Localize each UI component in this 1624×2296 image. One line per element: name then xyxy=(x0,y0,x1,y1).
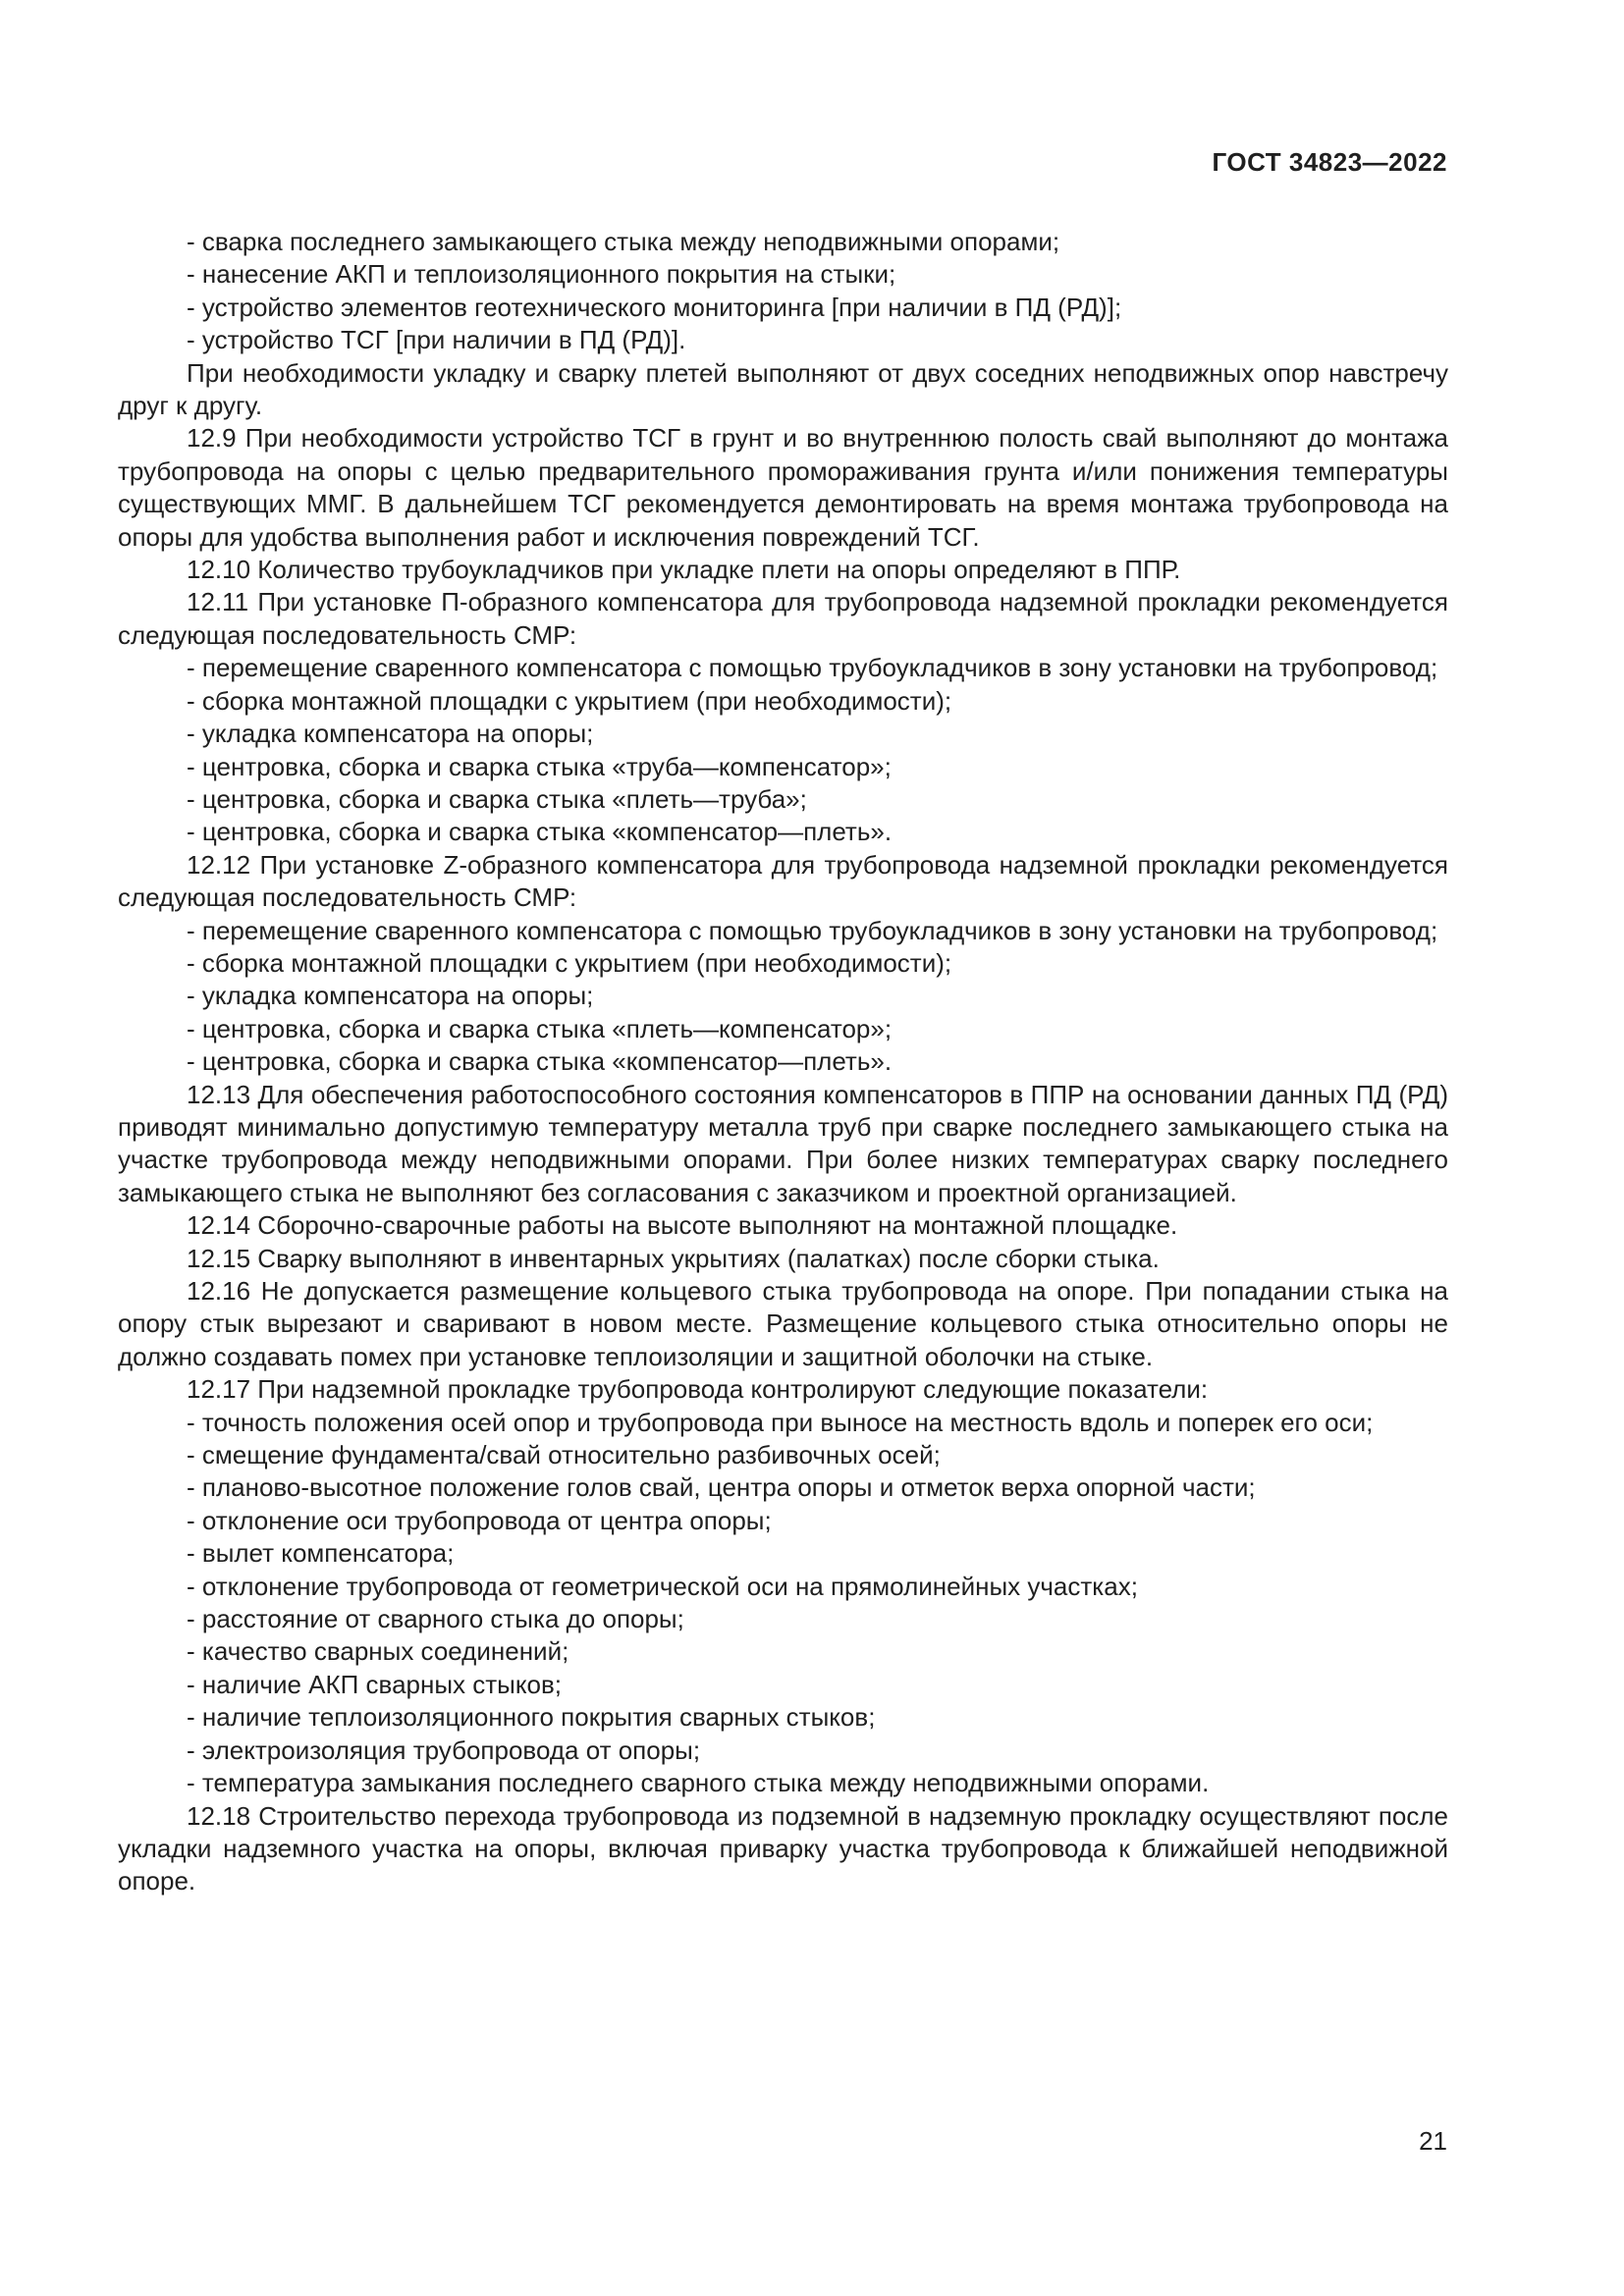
list-item: - наличие теплоизоляционного покрытия сварных стыков; xyxy=(187,1702,876,1733)
list-item: - отклонение оси трубопровода от центра опоры; xyxy=(187,1505,772,1535)
list-item: - устройство элементов геотехнического мониторинга [при наличии в ПД (РД)]; xyxy=(187,292,1122,322)
list-item: - точность положения осей опор и трубопровода при выносе на местность вдоль и поперек его оси; xyxy=(187,1407,1374,1437)
list-item: - перемещение сваренного компенсатора с помощью трубоукладчиков в зону установки на трубопровод; xyxy=(187,915,1438,945)
list-item: - центровка, сборка и сварка стыка «труба—компенсатор»; xyxy=(187,751,892,781)
page-number: 21 xyxy=(1419,2126,1447,2156)
list-item: - центровка, сборка и сварка стыка «компенсатор—плеть». xyxy=(187,817,893,847)
list-item: - укладка компенсатора на опоры; xyxy=(187,719,594,749)
list-item: - устройство ТСГ [при наличии в ПД (РД)]. xyxy=(187,325,686,355)
list-item: - планово-высотное положение голов свай, центра опоры и отметок верха опорной части; xyxy=(187,1472,1256,1503)
list-item: - сборка монтажной площадки с укрытием (при необходимости); xyxy=(187,947,952,978)
list-item: - отклонение трубопровода от геометрической оси на прямолинейных участках; xyxy=(187,1571,1138,1601)
list-item: - наличие АКП сварных стыков; xyxy=(187,1669,563,1699)
list-item: - центровка, сборка и сварка стыка «плеть—труба»; xyxy=(187,783,807,814)
list-item: - электроизоляция трубопровода от опоры; xyxy=(187,1735,701,1765)
document-body xyxy=(118,226,1448,1898)
list-item: - смещение фундамента/свай относительно разбивочных осей; xyxy=(187,1440,941,1470)
paragraph-12-15: 12.15 Сварку выполняют в инвентарных укрытиях (палатках) после сборки стыка. xyxy=(187,1243,1160,1273)
list-item: - нанесение АКП и теплоизоляционного покрытия на стыки; xyxy=(187,259,896,290)
list-item: - расстояние от сварного стыка до опоры; xyxy=(187,1604,684,1634)
paragraph-12-13: 12.13 Для обеспечения работоспособного состояния компенсаторов в ППР на основании данных ПД (РД) приводят минимально допустимую температуру металла труб при сварке последнего замыкающего стыка на участке трубопровода между неподвижными опорами. При более низких температурах сварку последнего замыкающего стыка не выполняют без согласования с заказчиком и проектной организацией. xyxy=(118,1079,1448,1207)
paragraph: При необходимости укладку и сварку плетей выполняют от двух соседних неподвижных опор навстречу друг к другу. xyxy=(118,357,1448,421)
paragraph-12-16: 12.16 Не допускается размещение кольцевого стыка трубопровода на опоре. При попадании стыка на опору стык вырезают и сваривают в новом месте. Размещение кольцевого стыка относительно опоры не должно создавать помех при установке теплоизоляции и защитной оболочки на стыке. xyxy=(118,1276,1448,1371)
list-item: - укладка компенсатора на опоры; xyxy=(187,981,594,1011)
paragraph-12-14: 12.14 Сборочно-сварочные работы на высоте выполняют на монтажной площадке. xyxy=(187,1210,1178,1241)
list-item: - центровка, сборка и сварка стыка «плеть—компенсатор»; xyxy=(187,1013,893,1043)
list-item: - качество сварных соединений; xyxy=(187,1636,569,1667)
paragraph-12-10: 12.10 Количество трубоукладчиков при укладке плети на опоры определяют в ППР. xyxy=(187,555,1181,585)
list-item: - температура замыкания последнего сварного стыка между неподвижными опорами. xyxy=(187,1768,1210,1798)
paragraph-12-18: 12.18 Строительство перехода трубопровода из подземной в надземную прокладку осуществляют после укладки надземного участка на опоры, включая приварку участка трубопровода к ближайшей неподвижной опоре. xyxy=(118,1800,1448,1896)
list-item: - сборка монтажной площадки с укрытием (при необходимости); xyxy=(187,685,952,716)
list-item: - сварка последнего замыкающего стыка между неподвижными опорами; xyxy=(187,227,1060,256)
list-item: - перемещение сваренного компенсатора с помощью трубоукладчиков в зону установки на трубопровод; xyxy=(187,653,1438,683)
list-item: - вылет компенсатора; xyxy=(187,1538,455,1569)
paragraph-12-9: 12.9 При необходимости устройство ТСГ в грунт и во внутреннюю полость свай выполняют до монтажа трубопровода на опоры с целью предварительного промораживания грунта и/или понижения температуры существующих ММГ. В дальнейшем ТСГ рекомендуется демонтировать на время монтажа трубопровода на опоры для удобства выполнения работ и исключения повреждений ТСГ. xyxy=(118,423,1448,552)
list-item: - центровка, сборка и сварка стыка «компенсатор—плеть». xyxy=(187,1046,893,1077)
paragraph-12-12: 12.12 При установке Z-образного компенсатора для трубопровода надземной прокладки рекомендуется следующая последовательность СМР: xyxy=(118,849,1448,913)
document-code-header: ГОСТ 34823—2022 xyxy=(1212,147,1447,177)
paragraph-12-17: 12.17 При надземной прокладке трубопровода контролируют следующие показатели: xyxy=(187,1374,1209,1405)
paragraph-12-11: 12.11 При установке П-образного компенсатора для трубопровода надземной прокладки рекомендуется следующая последовательность СМР: xyxy=(118,587,1448,650)
